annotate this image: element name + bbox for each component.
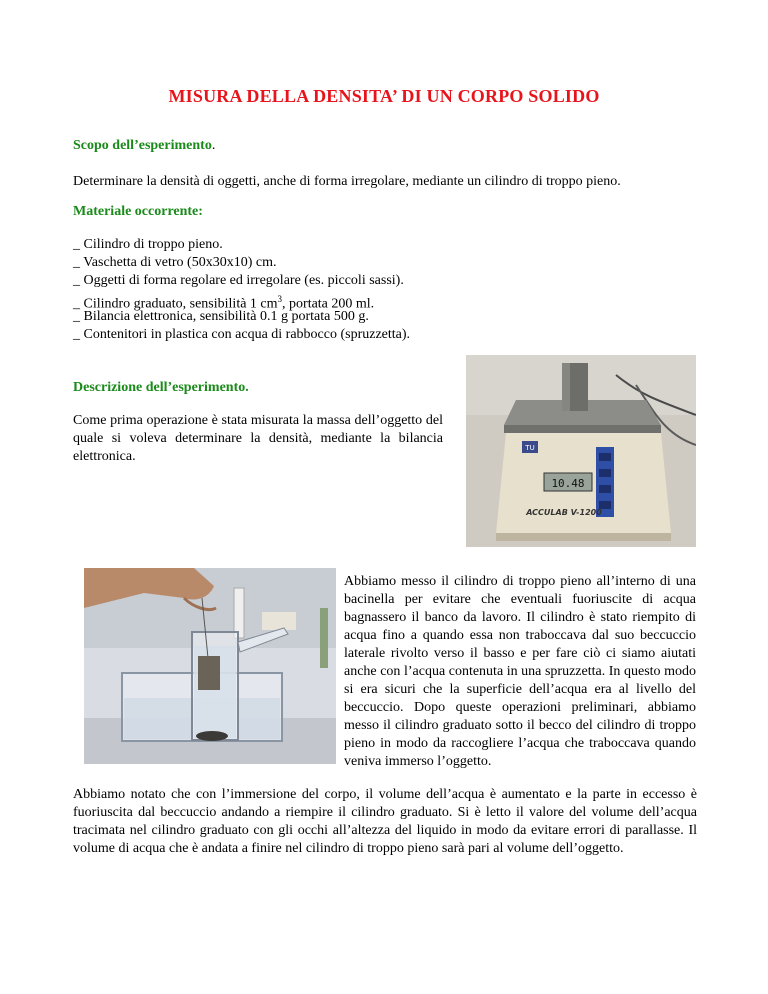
description-heading: Descrizione dell’esperimento. xyxy=(73,380,249,395)
scope-text: Determinare la densità di oggetti, anche di forma irregolare, mediante un cilindro di troppo pieno. xyxy=(73,174,621,189)
scale-illustration xyxy=(466,355,696,547)
list-item: _ Cilindro di troppo pieno. xyxy=(73,237,223,252)
scale-brand-text: ACCULAB V-1200 xyxy=(526,508,602,517)
list-item: _ Contenitori in plastica con acqua di rabbocco (spruzzetta). xyxy=(73,327,411,342)
list-item: _ Oggetti di forma regolare ed irregolare (es. piccoli sassi). xyxy=(73,273,404,288)
scale-photo xyxy=(466,355,696,547)
description-paragraph-1: Come prima operazione è stata misurata la massa dell’oggetto del quale si voleva determinare la densità, mediante la bilancia elettronica. xyxy=(73,413,443,464)
page-title: MISURA DELLA DENSITA’ DI UN CORPO SOLIDO xyxy=(168,86,600,106)
list-item-text: , portata 200 ml. xyxy=(282,296,375,312)
list-item xyxy=(73,290,410,312)
cylinder-photo xyxy=(84,568,336,764)
materials-list xyxy=(73,236,410,344)
list-item-text: _ Cilindro graduato, sensibilità 1 cm xyxy=(73,296,278,312)
scale-display-text: 10.48 xyxy=(551,477,585,490)
scope-heading-text: Scopo dell’esperimento xyxy=(73,138,212,153)
description-paragraph-3: Abbiamo notato che con l’immersione del corpo, il volume dell’acqua è aumentato e la parte in eccesso è fuoriuscita dal beccuccio andando a riempire il cilindro graduato. Si è letto il valore del volume dell’acqua tracimata nel cilindro graduato con gli occhi all’altezza del liquido in modo da evitare errori di parallasse. Il volume di acqua che è andata a finire nel cilindro di troppo pieno sarà pari al volume dell’oggetto. xyxy=(73,787,697,856)
scope-heading-period: . xyxy=(211,138,216,153)
superscript: 3 xyxy=(277,294,283,304)
scale-badge-text: TU xyxy=(525,444,535,452)
list-item: _ Bilancia elettronica, sensibilità 0.1 g portata 500 g. xyxy=(73,309,369,324)
list-item: _ Vaschetta di vetro (50x30x10) cm. xyxy=(73,255,277,270)
materials-heading: Materiale occorrente: xyxy=(73,204,203,219)
cylinder-illustration xyxy=(84,568,336,764)
scope-heading xyxy=(73,138,215,154)
description-paragraph-2: Abbiamo messo il cilindro di troppo pieno all’interno di una bacinella per evitare che eventuali fuoriuscite di acqua bagnassero il banco da lavoro. Il cilindro è stato riempito di acqua fino a quando essa non traboccava dal suo beccuccio laterale rivolto verso il basso e per fare ciò ci siamo aiutati anche con l’acqua contenuta in una spruzzetta. In questo modo si era sicuri che la superficie dell’acqua era al livello del beccuccio. Dopo queste operazioni preliminari, abbiamo messo il cilindro graduato sotto il becco del cilindro di troppo pieno in modo da raccogliere l’acqua che traboccava quando veniva immerso l’oggetto. xyxy=(344,574,696,769)
